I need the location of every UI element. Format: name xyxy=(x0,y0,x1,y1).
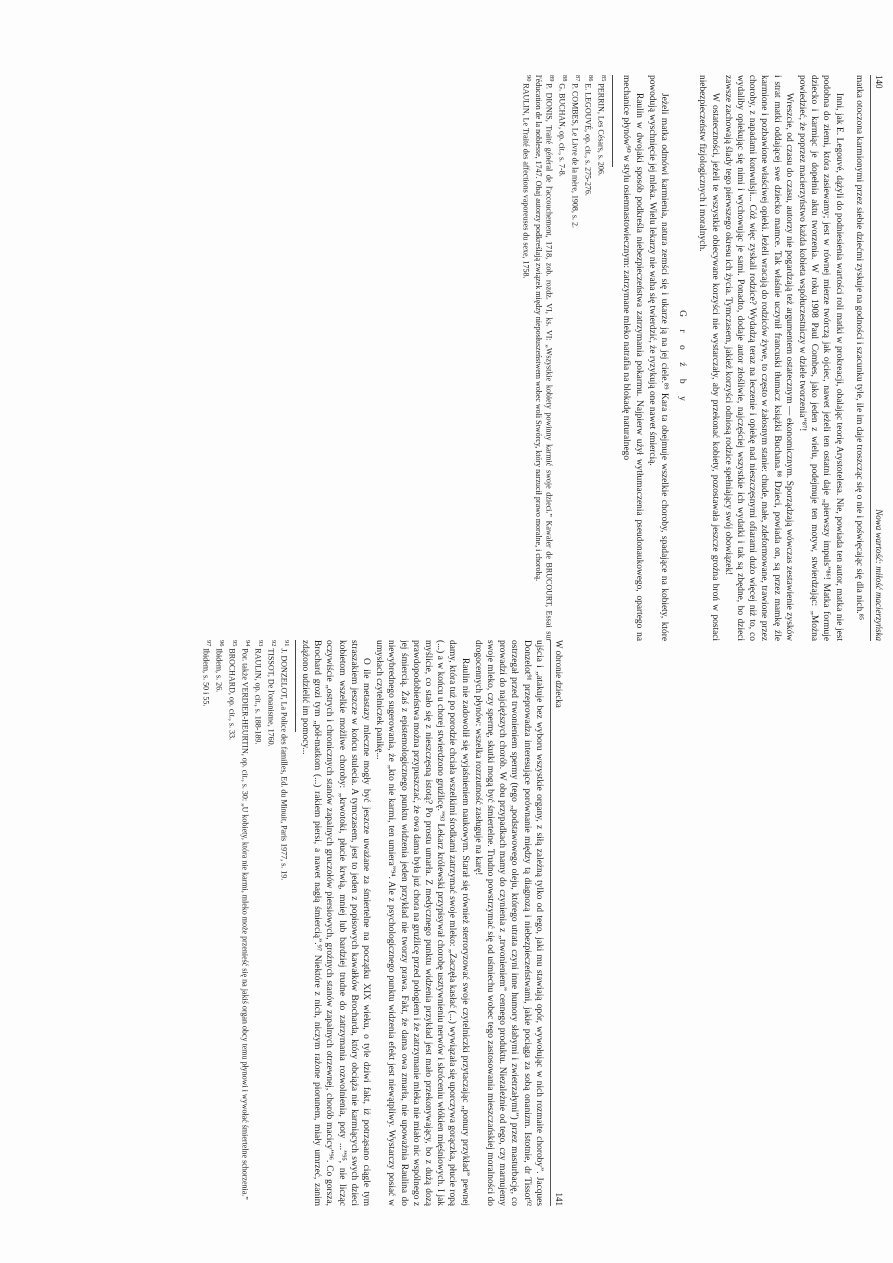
book-page-140 xyxy=(520,75,885,641)
paragraph: Jeżeli matka odmówi karmienia, natura zemści się i ukarze ją na jej ciele.⁸⁹ Kara ta obejmuje wszelkie choroby, spadające na kobiety, które powodują wyschnięcie jej mleka. Wielu lekarzy nie waha się twierdzić, że ryzykują one nawet śmiercią. xyxy=(646,75,669,641)
footnote: $^{90}$RAULIN, Le Traité des affections vaporeuses du sexe, 1758. xyxy=(521,75,532,279)
paragraph: W ostateczności, jeżeli te wszystkie obiecywane korzyści nie wystarczały, aby przekonać kobiety, pozostawała jeszcze groźna broń w postaci niebezpieczeństw fizjologicznych i moralnych. xyxy=(697,75,720,641)
running-head xyxy=(550,640,565,1206)
footnote: $^{88}$G. BUCHAN, op. cit., s. 7-8. xyxy=(557,75,569,177)
footnote: $^{96}$Ibidem, s. 26. xyxy=(214,640,225,693)
page-number: 141 xyxy=(554,1192,564,1206)
page-number: 140 xyxy=(874,75,884,89)
paragraph: ujścia i „atakuje bez wyboru wszystkie organy, z siłą zależną tylko od tego, jaki mu stawiają opór, wywołując w nich rozmaite choroby”. Jacques Donzelot⁹¹ przeprowadza interesujące porównanie między tą diagnozą i niebezpieczeństwami, jakie pociąga za sobą onanizm. Istotnie, dr Tissot⁹² ostrzegał przed trwonieniem spermy (tego „podstawowego oleju, którego utrata czyni inne humory słabymi i zwietrzałymi”) przez masturbację, co prowadzi do najcięższych chorób. W obu przypadkach mamy do czynienia z „trwonieniem” cennego produktu. Niezależnie od tego, czy marnujemy swoje mleko, czy spermę, skutki mogą być śmiertelne. Trudno powstrzymać się od uśmiechu wobec tego zastosowania mieszczańskiej moralności do drogocennych płynów: wszelka rozrzutność zasługuje na karę! xyxy=(472,640,544,1206)
footnote: $^{94}$Por. także VERDIER-HEURTIN, op. cit., s. 30: „U kobiety, która nie karmi, mleko może przenieść się na jakiś organ obcy temu płynowi i wywołać śmiertelne schorzenia.” xyxy=(240,640,251,1200)
footnote: $^{93}$RAULIN, op. cit., s. 188-189. xyxy=(253,640,264,745)
footnote: $^{92}$TISSOT, De l'onanisme, 1760. xyxy=(266,640,277,747)
paragraph: Raulin nie zadowolił się wyjaśnieniem naukowym. Starał się również sterroryzować swoje czytelniczki przytaczając „ponury przykład” pewnej damy, która tuż po porodzie chciała wszelkimi środkami zatrzymać swoje mleko: „Zaczęła kasłać (...) wywiązała się uporczywa gorączka, płucie ropą (...) a w końcu u chorej stwierdzono gruźlicę.”⁹³ Lekarz królewski przypisywał chorobę usztywnieniu nerwów i skróceniu włókien mięśniowych. I jak myślicie, co stało się z nieszczęsną istotą? Po prostu umarła. Z medycznego punktu widzenia przykład jest mało przekonywający, bo z dużą dozą prawdopodobieństwa można przypuszczać, że owa dama była już chora na gruźlicę przed połogiem i że zatrzymanie mleka nie miało nic wspólnego z jej śmiercią. Żaś z epistemologicznego punktu widzenia jeden przykład nie tworzy prawa. Fakt, że dama owa zmarła, nie upoważnia Raulina do niewybrednego sugerowania, że „kto nie karmi, ten umiera”⁹⁴. Ale z psychologicznego punktu widzenia efekt jest niewątpliwy. Wystarczy posiać w umysłach czytelniczek panikę... xyxy=(374,640,470,1206)
footnote-rule xyxy=(295,640,296,732)
footnote: $^{89}$P. DIONIS, Traité général de l'accouchement, 1718, zob. rozdz. VI, ks. VI: „Wszystkie kobiety powinny karmić swoje dzieci.” Kawaler de BRUCOURT, Essai sur l'éducation de la noblesse, 1747. Obaj autorzy podkreślają związek między nieposłuszeństwem wobec woli Stwórcy, który narzucił prawo moralne, i chorobą. xyxy=(534,75,556,641)
paragraph: Inni, jak E. Legouvé, dążyli do podniesienia wartości roli matki w prokreacji, obalając teorię Arystotelesa. Nie, powiada ten autor, matka nie jest podobna do ziemi, która zasiewamy; jest w równej mierze twórczą jak ojciec, nawet jeżeli ten ostatni daje „pierwszy impuls”⁸⁶! Matka formuje dziecko i karmiąc je dopełnia aktu tworzenia. W roku 1908 Paul Combes, jako jeden z wielu, podejmuje ten motyw, stwierdzając: „Można powiedzieć, że poprzez macierzyństwo każda kobieta współuczestniczy w dziele tworzenia”⁸⁷! xyxy=(796,75,844,641)
running-title: Nowa wartość: miłość macierzyńska xyxy=(874,509,884,641)
paragraph: O ile metastazy mleczne mogły być jeszcze uważane za śmiertelne na początku XIX wieku, o tyle dziwi fakt, iż potrząsano ciągle tym straszakiem jeszcze w końcu stulecia. A tymczasem, jest to jeden z popisowych kawałków Brocharda, który obciąża nie karmiących swych dzieci kobietom wszelkie możliwe choroby: „krwotoki, płucie krwią, mniej lub bardziej trudne do zatrzymania rozwolnienia, poty ...”⁹⁵, nie licząc oczywiście „ostrych i chronicznych stanów zapalnych gruczołów piersiowych, groźnych stanów zapalnych otrzewnej, chorób macicy”⁹⁶. Co gorsza, Brochard grozi tym „pół-matkom (...) rakiem piersi, a nawet nagłą śmiercią”.⁹⁷ Niektóre z nich, niczym rażone piorunem, miały umrzeć, zanim zdążono udzielić im pomocy... xyxy=(299,640,371,1206)
footnotes xyxy=(200,640,296,1206)
paragraph: matka otoczona karmionymi przez siebie dziećmi zyskuje na godności i szacunku tyle, ile im daje troszcząc się o nie i poświęcając się dla nich.⁸⁵ xyxy=(853,75,864,621)
paragraph-gap xyxy=(845,75,853,641)
footnote: $^{85}$PERRIN, Les Césars, s. 206. xyxy=(596,75,608,176)
running-head xyxy=(870,75,885,641)
footnote: $^{91}$J. DONZELOT, La Police des familles, Ed. du Minuit, Paris 1977, s. 19. xyxy=(279,640,290,881)
footnote-rule xyxy=(612,75,613,167)
running-title: W obronie dziecka xyxy=(554,640,564,708)
footnote: $^{97}$Ibidem, s. 50 i 55. xyxy=(201,640,212,707)
paragraph: Raulin w dwojaki sposób podkreśla niebezpieczeństwa zatrzymania pokarmu. Najpierw użył wytłumaczenia pseudonaukowego, opartego na mechanice płynów⁹⁰ w stylu osiemnastowiecznym: zatrzymane mleko natrafia na blokadę naturalnego xyxy=(621,75,644,641)
footnotes xyxy=(520,75,613,641)
footnote: $^{95}$BROCHARD, op. cit., s. 33. xyxy=(227,640,238,740)
book-page-141 xyxy=(200,640,565,1206)
footnote: $^{87}$P. COMBES, Le Livre de la mère, 1908, s. 2. xyxy=(570,75,582,229)
footnote: $^{86}$E. LEGOUVÉ, op. cit., s. 275-276. xyxy=(583,75,595,196)
paragraph: Wreszcie, od czasu do czasu, autorzy nie pogardzają też argumentem ostatecznym — ekonomicznym. Sporządzają wówczas zestawienie zysków i strat matki oddającej swe dziecko mamce. Tak właśnie uczynił francuski tłumacz książki Buchana.⁸⁸ Dzieci, powiada on, są przez mamkę źle karmione i pozbawione właściwej opieki. Jeżeli wracają do rodziców żywe, to często w żałosnym stanie: chude, małe, zdeformowane, trawione przez choroby, z napadami konwulsji... Cóż więc zyskali rodzice? Wydadzą teraz na leczenie i opiekę nad nieszczęsnymi ofiarami dużo więcej niż to, co wydaliby opiekując się nimi i wychowując je sami. Ponadto, dodaje autor złośliwie, najczęściej wszystkie ich wydatki i tak są zbędne, bo dzieci zawsze zachowają ślady tego pierwszego okresu ich życia. Tymczasem, jakież korzyści odniosą rodzice spełniający swój obowiązek! xyxy=(722,75,794,641)
section-heading: G r o ź b y xyxy=(677,310,689,406)
